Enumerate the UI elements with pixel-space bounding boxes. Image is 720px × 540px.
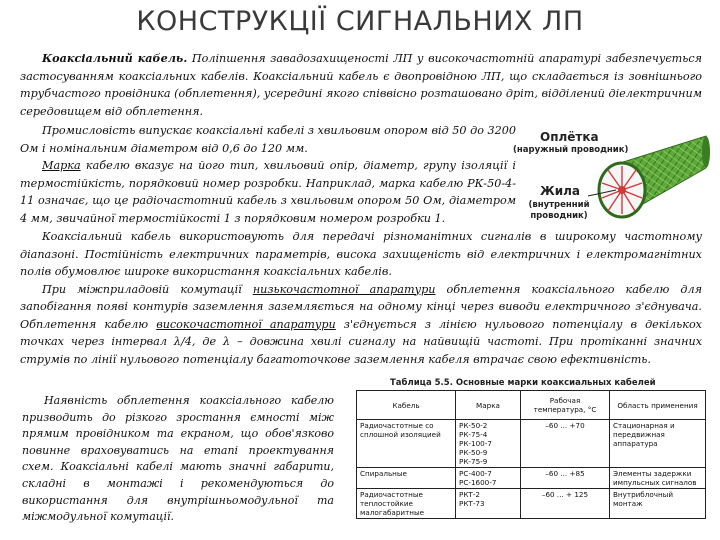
mark-item: РС-1600-7 <box>459 478 497 487</box>
mark-item: РК-75-9 <box>459 457 488 466</box>
cell-marks <box>456 420 521 468</box>
paragraph-usage <box>20 228 702 368</box>
cell-cable: Радиочастотные теплостойкие малогабаритные <box>357 489 456 519</box>
coaxial-cable-table <box>356 390 706 519</box>
col-header-use: Область применения <box>610 391 706 420</box>
paragraph-text: Промисловість випускає коаксіальні кабелі з хвильовим опором від 50 до 3200 Ом і номінальним діаметром від 0,6 до 120 мм. <box>20 124 516 155</box>
paragraph-text: обплетення коаксіального кабелю для запобігання появі контурів заземлення заземляється на одному кінці через виводи електричного з'єднувача. Обплетення кабелю <box>20 282 702 331</box>
paragraph-coaxial-definition <box>20 50 702 120</box>
cell-cable: Спиральные <box>357 468 456 489</box>
paragraph-industry-marking <box>20 122 516 227</box>
term-low-frequency: низькочастотної апаратури <box>252 282 436 296</box>
cell-use: Элементы задержки импульсных сигналов <box>610 468 706 489</box>
paragraph-text: Коаксіальний кабель використовують для передачі різноманітних сигналів в широкому частотному діапазоні. Постійність електричних параметрів, висока захищеність від електричних і електромагнітних полів обумовлює широке використання коаксіальних кабелів. <box>20 230 702 278</box>
label-core: Жила <box>540 184 580 198</box>
paragraph-text: кабелю вказує на його тип, хвильовий опір, діаметр, групу ізоляції і термостійкість, порядковий номер розробки. Наприклад, марка кабелю РК-50-4-11 означає, що це радіочастотний кабель з хвильовим опором 50 Ом, діаметром 4 мм, звичайної термостійкості 1 з порядковим номером розробки 1. <box>20 159 516 225</box>
cell-marks <box>456 489 521 519</box>
term-high-frequency: високочастотної апаратури <box>156 317 336 331</box>
col-header-cable: Кабель <box>357 391 456 420</box>
paragraph-text: з'єднується з лінією нульового потенціалу в декількох точках через інтервал λ/4, де λ – довжина хвилі сигналу на найвищій частоті. При протіканні значних струмів по лінії нульового потенціалу багатоточкове заземлення кабеля втрачає свою ефективність. <box>20 317 702 366</box>
cell-marks <box>456 468 521 489</box>
paragraph-text: Поліпшення завадозахищеності ЛП у високочастотній апаратурі забезпечується застосуванням коаксіальних кабелів. Коаксіальний кабель є двопровідною ЛП, що складається із зовнішнього трубчастого провідника (обплетення), усередині якого співвісно розташовано дріт, відділений діелектричним середовищем від обплетення. <box>20 52 702 118</box>
page-title: КОНСТРУКЦІЇ СИГНАЛЬНИХ ЛП <box>136 6 584 37</box>
core-inner-conductor <box>618 186 626 194</box>
cell-temp: –60 ... +85 <box>521 468 610 489</box>
paragraph-capacitance <box>22 393 334 526</box>
cell-temp: –60 ... + 125 <box>521 489 610 519</box>
table-row <box>357 468 706 489</box>
label-braid-sub: (наружный проводник) <box>513 145 629 155</box>
mark-item: РКТ-73 <box>459 499 485 508</box>
paragraph-text: Наявність обплетення коаксіального кабелю призводить до різкого зростання ємності між прямим провідником та екраном, що обов'язково повинне враховуватись на етапі проектування схем. Коаксіальні кабелі мають значні габарити, складні в монтажі і рекомендуються до використання для внутрішньомодульної та міжмодульної комутації. <box>22 394 334 524</box>
mark-item: РКТ-2 <box>459 490 480 499</box>
cell-cable: Радиочастотные со сплошной изоляцией <box>357 420 456 468</box>
cell-use: Стационарная и передвижная аппаратура <box>610 420 706 468</box>
table-caption: Таблица 5.5. Основные марки коаксиальных кабелей <box>390 378 656 388</box>
table-row <box>357 489 706 519</box>
mark-item: РК-75-4 <box>459 430 488 439</box>
label-braid: Оплётка <box>540 130 599 144</box>
col-header-temp: Рабочая температура, °С <box>521 391 610 420</box>
mark-item: РК-50-2 <box>459 421 488 430</box>
col-header-mark: Марка <box>456 391 521 420</box>
table-row <box>357 420 706 468</box>
mark-item: РК-50-9 <box>459 448 488 457</box>
paragraph-text: При міжприладовій комутації <box>42 282 253 296</box>
cell-temp: –60 ... +70 <box>521 420 610 468</box>
mark-item: РК-100-7 <box>459 439 492 448</box>
mark-item: РС-400-7 <box>459 469 492 478</box>
label-core-sub: (внутренний проводник) <box>528 200 590 221</box>
term-marka: Марка <box>42 159 81 172</box>
cell-use: Внутриблочный монтаж <box>610 489 706 519</box>
table-header-row <box>357 391 706 420</box>
braid-end-ring <box>702 136 710 168</box>
term-coaxial-cable: Коаксіальний кабель. <box>42 51 188 65</box>
